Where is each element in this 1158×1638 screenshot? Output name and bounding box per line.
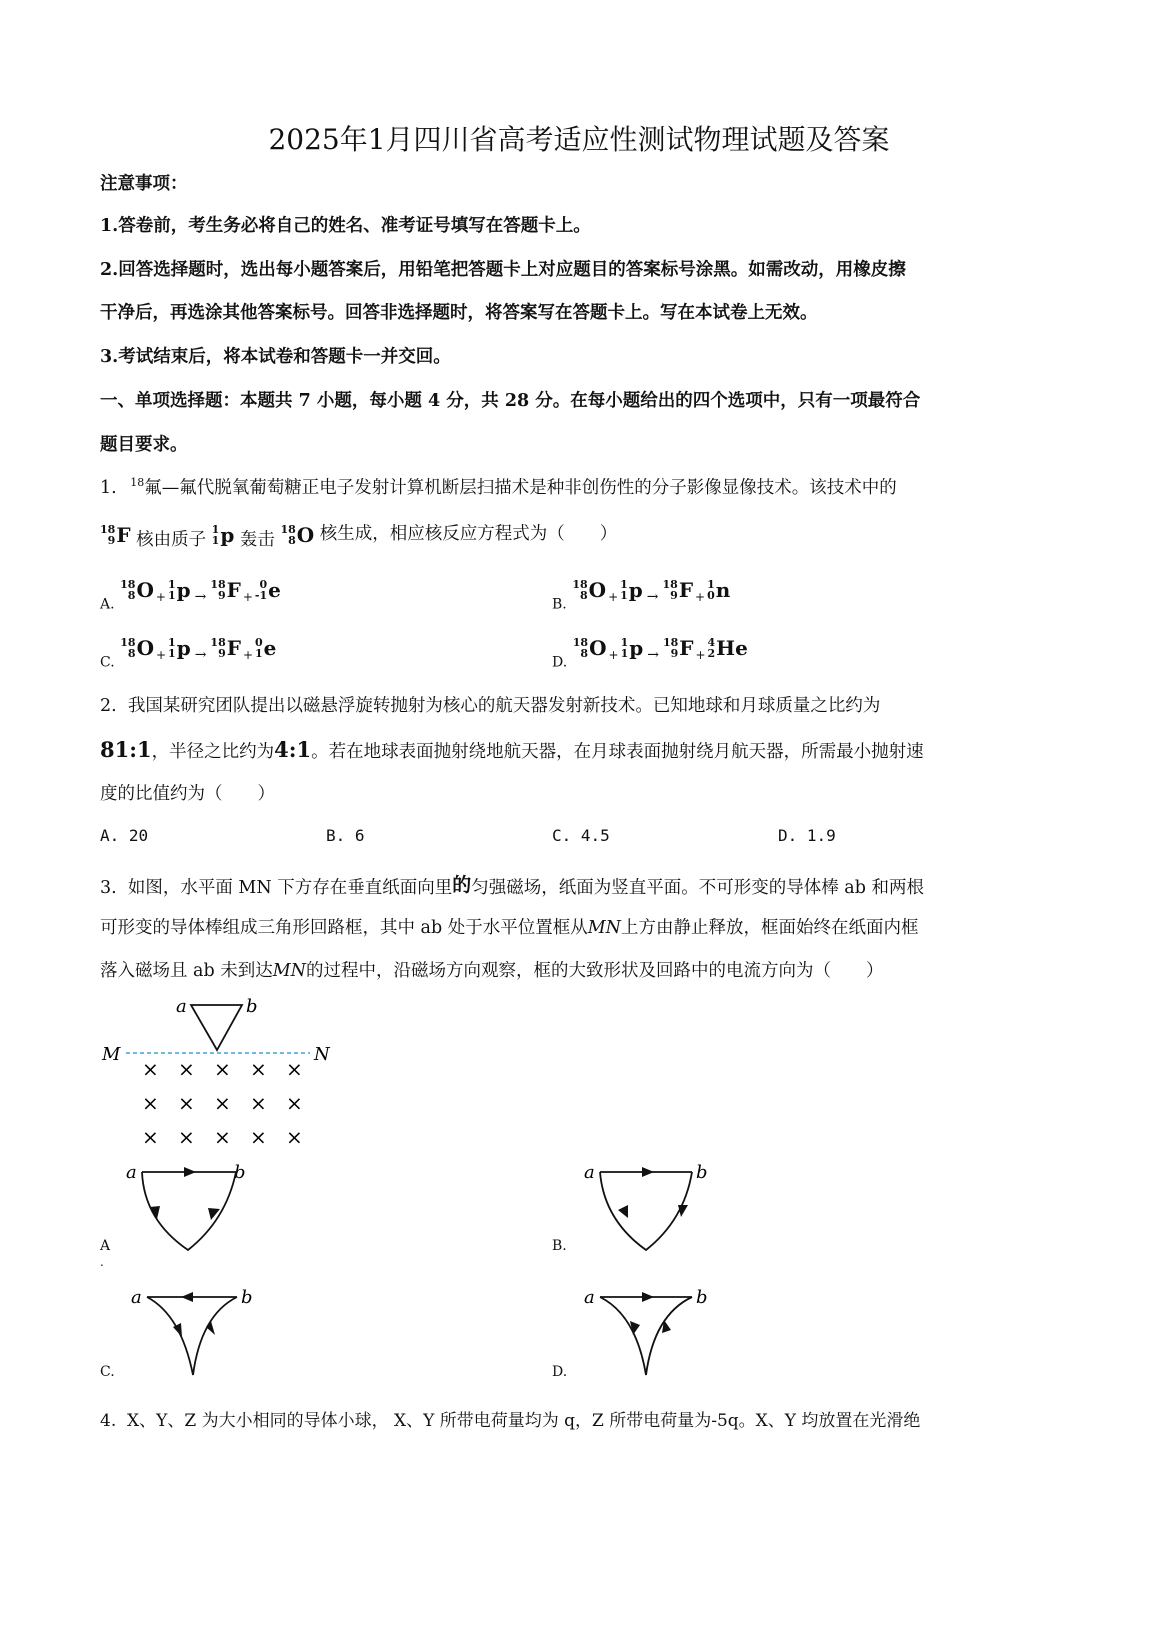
field-cross: × — [286, 1125, 303, 1149]
field-cross: × — [250, 1057, 267, 1081]
q1-part-a: 核由质子 — [136, 530, 207, 550]
q1-option-b: $_{B.}$ 18 8O $_+$1 1p $_\to$18 9F $_+$1 0n — [552, 578, 731, 613]
q3-line3: 落入磁场且 ab 未到达MN的过程中，沿磁场方向观察，框的大致形状及回路中的电流方向为（ ） — [100, 961, 884, 981]
nuclide-p: 1 1p — [211, 522, 235, 547]
q3-option-a-label: A . — [100, 1238, 111, 1269]
svg-text:a: a — [584, 1287, 595, 1308]
q1-option-c: $_{C.}$ 18 8O $_+$1 1p $_\to$18 9F $_+$0 1e — [100, 636, 277, 671]
triangle-frame — [191, 1005, 242, 1050]
field-cross: × — [142, 1125, 159, 1149]
notice-item-1: 1.答卷前，考生务必将自己的姓名、准考证号填写在答题卡上。 — [100, 216, 591, 236]
field-cross: × — [178, 1125, 195, 1149]
q2-option-d: D. 1.9 — [778, 826, 836, 845]
q2-number: 2. — [100, 696, 117, 716]
field-cross: × — [214, 1057, 231, 1081]
q2-option-c: C. 4.5 — [552, 826, 610, 845]
q1-line2 — [100, 520, 617, 551]
notice-item-2: 2.回答选择题时，选出每小题答案后，用铅笔把答题卡上对应题目的答案标号涂黑。如需改动，用橡皮擦 — [100, 260, 906, 280]
q3-option-b-label: B. — [552, 1238, 567, 1254]
field-crosses — [142, 1057, 303, 1149]
q3-option-d-label: D. — [552, 1364, 568, 1380]
svg-text:b: b — [696, 1287, 708, 1308]
field-cross: × — [142, 1091, 159, 1115]
q3-option-c-figure — [125, 1285, 270, 1385]
q1-part-b: 轰击 — [239, 530, 275, 550]
q2-ratio1: 81:1 — [100, 737, 152, 762]
q2-option-a: A. 20 — [100, 826, 149, 845]
label-b: b — [246, 996, 258, 1017]
field-cross: × — [286, 1091, 303, 1115]
q1-part-c: 核生成，相应核反应方程式为（ ） — [319, 524, 618, 544]
q2-option-b: B. 6 — [326, 826, 365, 845]
svg-text:a: a — [126, 1162, 137, 1183]
notice-item-2-cont: 干净后，再选涂其他答案标号。回答非选择题时，将答案写在答题卡上。写在本试卷上无效。 — [100, 303, 818, 323]
q1-text1: 氟—氟代脱氧葡萄糖正电子发射计算机断层扫描术是种非创伤性的分子影像显像技术。该技术中的 — [144, 478, 897, 498]
page-title: 2025年1月四川省高考适应性测试物理试题及答案 — [268, 123, 890, 156]
q3-option-d-figure — [580, 1285, 720, 1385]
q3-option-c-label: C. — [100, 1364, 115, 1380]
label-M: M — [102, 1044, 121, 1065]
notice-item-3: 3.考试结束后，将本试卷和答题卡一并交回。 — [100, 347, 451, 367]
field-cross: × — [142, 1057, 159, 1081]
q1-line1 — [100, 474, 897, 499]
q2-line1 — [100, 692, 880, 717]
field-cross: × — [214, 1125, 231, 1149]
nuclide-F: 18 9F — [100, 522, 131, 547]
q3-option-a-figure — [120, 1160, 260, 1260]
q2-line3: 度的比值约为（ ） — [100, 784, 275, 804]
label-N: N — [314, 1044, 330, 1065]
field-cross: × — [214, 1091, 231, 1115]
q1-option-d: $_{D.}$ 18 8O $_+$1 1p $_\to$18 9F $_+$4 2He — [552, 636, 748, 671]
q1-option-a: $_{A.}$ 18 8O $_+$1 1p $_\to$18 9F $_+$0 -1e — [100, 578, 281, 613]
field-cross: × — [178, 1057, 195, 1081]
q3-line2: 可形变的导体棒组成三角形回路框，其中 ab 处于水平位置框从MN上方由静止释放，框面始终在纸面内框 — [100, 918, 919, 938]
notice-heading: 注意事项： — [100, 174, 188, 194]
q2-line2: 81:1，半径之比约为4:1。若在地球表面抛射绕地航天器，在月球表面抛射绕月航天器，所需最小抛射速 — [100, 737, 924, 762]
section1-heading: 一、单项选择题：本题共 7 小题，每小题 4 分，共 28 分。在每小题给出的四个选项中，只有一项最符合 — [100, 391, 921, 411]
q3-line1: 3. 如图，水平面 MN 下方存在垂直纸面向里的匀强磁场，纸面为竖直平面。不可形变的导体棒 ab 和两根 — [100, 874, 924, 898]
q3-figure-magnetic-field — [98, 990, 348, 1150]
field-cross: × — [286, 1057, 303, 1081]
field-cross: × — [250, 1091, 267, 1115]
q2-ratio2: 4:1 — [274, 737, 312, 762]
q1-sup: 18 — [130, 476, 145, 490]
field-cross: × — [178, 1091, 195, 1115]
field-cross: × — [250, 1125, 267, 1149]
svg-text:b: b — [241, 1287, 253, 1308]
section1-heading-cont: 题目要求。 — [100, 435, 188, 455]
svg-text:b: b — [234, 1162, 246, 1183]
label-a: a — [176, 996, 187, 1017]
q2-text1: 我国某研究团队提出以磁悬浮旋转抛射为核心的航天器发射新技术。已知地球和月球质量之比约为 — [127, 696, 881, 716]
svg-text:b: b — [696, 1162, 708, 1183]
q1-number: 1. — [100, 478, 117, 498]
q3-option-b-figure — [580, 1160, 720, 1260]
svg-text:a: a — [131, 1287, 142, 1308]
q4-line1: 4. X、Y、Z 为大小相同的导体小球， X、Y 所带电荷量均为 q，Z 所带电荷量为-5q。X、Y 均放置在光滑绝 — [100, 1411, 921, 1431]
nuclide-O: 18 8O — [280, 522, 315, 547]
svg-text:a: a — [584, 1162, 595, 1183]
